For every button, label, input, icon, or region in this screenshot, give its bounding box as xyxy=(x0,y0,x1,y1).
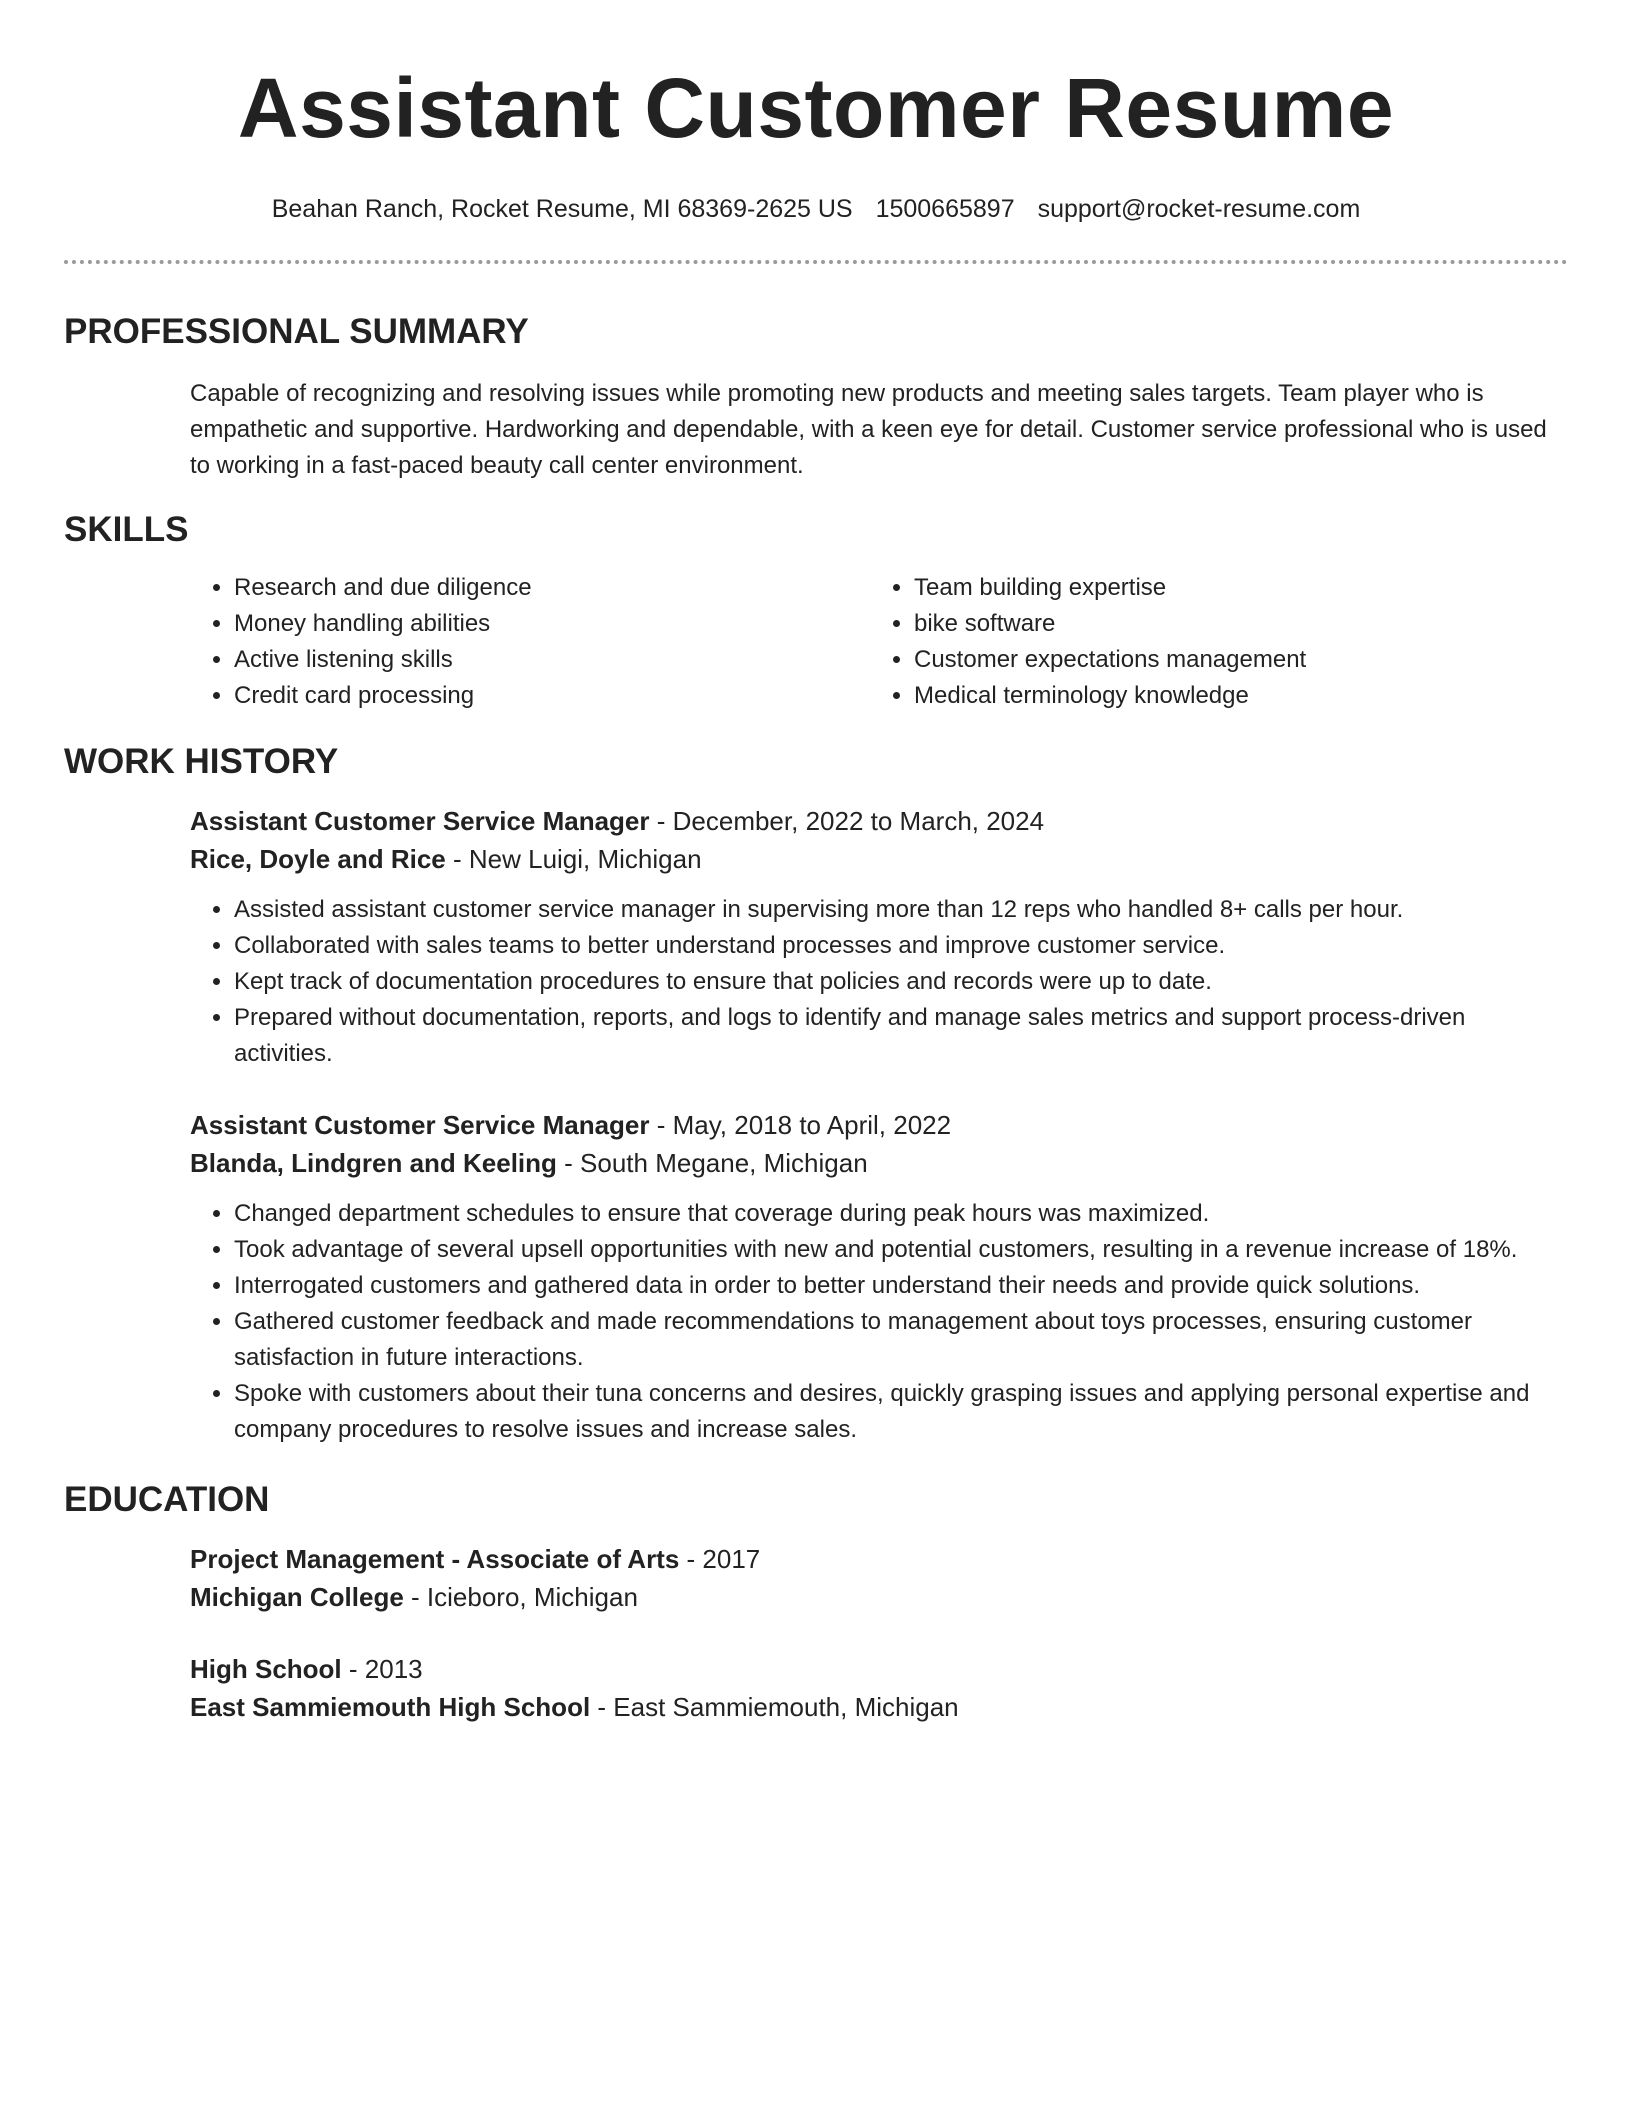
section-title-education: EDUCATION xyxy=(64,1480,270,1519)
job-role-line xyxy=(190,802,1568,840)
skills-list-right xyxy=(870,570,1568,714)
job-company: Rice, Doyle and Rice xyxy=(190,844,446,874)
job-bullets xyxy=(190,1196,1568,1448)
education-entry xyxy=(64,1540,1568,1616)
job-bullet: • Prepared without documentation, reports, and logs to identify and manage sales metrics and support process-driven activities. xyxy=(234,1000,1568,1072)
job-dates: - December, 2022 to March, 2024 xyxy=(649,806,1045,836)
education-section xyxy=(64,1478,1568,1726)
job-entry xyxy=(64,802,1568,1072)
summary-text: Capable of recognizing and resolving issues while promoting new products and meeting sales targets. Team player who is empathetic and supportive. Hardworking and dependable, with a keen eye for detail. Customer service professional who is used to working in a fast-paced beauty call center environment. xyxy=(190,380,1547,479)
header-divider xyxy=(64,260,1568,264)
job-bullets xyxy=(190,892,1568,1072)
skill-item: • bike software xyxy=(914,606,1568,642)
section-title-work: WORK HISTORY xyxy=(64,742,339,781)
resume-title: Assistant Customer Resume xyxy=(237,61,1395,155)
education-school-line xyxy=(190,1688,1568,1726)
job-location: - New Luigi, Michigan xyxy=(445,844,702,874)
contact-email: support@rocket-resume.com xyxy=(1037,195,1361,223)
skill-item: • Medical terminology knowledge xyxy=(914,678,1568,714)
job-bullet: • Assisted assistant customer service manager in supervising more than 12 reps who handled 8+ calls per hour. xyxy=(234,892,1568,928)
job-bullet: • Interrogated customers and gathered data in order to better understand their needs and provide quick solutions. xyxy=(234,1268,1568,1304)
job-bullet: • Gathered customer feedback and made recommendations to management about toys processes, ensuring customer satisfaction in future interactions. xyxy=(234,1304,1568,1376)
education-location: - Icieboro, Michigan xyxy=(403,1582,638,1612)
job-company: Blanda, Lindgren and Keeling xyxy=(190,1148,557,1178)
job-role: Assistant Customer Service Manager xyxy=(190,806,650,836)
education-school: Michigan College xyxy=(190,1582,404,1612)
work-section xyxy=(64,740,1568,1448)
education-year: - 2013 xyxy=(341,1654,423,1684)
skills-list-left xyxy=(190,570,870,714)
skills-grid xyxy=(64,570,1568,714)
job-bullet: • Changed department schedules to ensure that coverage during peak hours was maximized. xyxy=(234,1196,1568,1232)
job-bullet: • Spoke with customers about their tuna concerns and desires, quickly grasping issues and applying personal expertise and company procedures to resolve issues and increase sales. xyxy=(234,1376,1568,1448)
contact-address: Beahan Ranch, Rocket Resume, MI 68369-2625 US xyxy=(271,195,853,223)
section-title-skills: SKILLS xyxy=(64,510,189,549)
skill-item: • Research and due diligence xyxy=(234,570,870,606)
skill-item: • Money handling abilities xyxy=(234,606,870,642)
job-role-line xyxy=(190,1106,1568,1144)
job-bullet: • Collaborated with sales teams to better understand processes and improve customer service. xyxy=(234,928,1568,964)
job-entry xyxy=(64,1106,1568,1448)
education-degree-line xyxy=(190,1650,1568,1688)
skill-item: • Team building expertise xyxy=(914,570,1568,606)
contact-phone: 1500665897 xyxy=(875,195,1015,223)
contact-line xyxy=(64,194,1568,224)
education-degree: Project Management - Associate of Arts xyxy=(190,1544,680,1574)
education-entry xyxy=(64,1650,1568,1726)
job-dates: - May, 2018 to April, 2022 xyxy=(649,1110,952,1140)
section-title-summary: PROFESSIONAL SUMMARY xyxy=(64,312,529,351)
education-year: - 2017 xyxy=(679,1544,761,1574)
job-bullet: • Kept track of documentation procedures to ensure that policies and records were up to date. xyxy=(234,964,1568,1000)
job-location: - South Megane, Michigan xyxy=(556,1148,868,1178)
summary-section xyxy=(64,310,1568,484)
education-degree-line xyxy=(190,1540,1568,1578)
skill-item: • Credit card processing xyxy=(234,678,870,714)
education-school-line xyxy=(190,1578,1568,1616)
skill-item: • Customer expectations management xyxy=(914,642,1568,678)
education-degree: High School xyxy=(190,1654,342,1684)
skills-section xyxy=(64,508,1568,714)
education-school: East Sammiemouth High School xyxy=(190,1692,591,1722)
skill-item: • Active listening skills xyxy=(234,642,870,678)
education-location: - East Sammiemouth, Michigan xyxy=(590,1692,959,1722)
job-company-line xyxy=(190,840,1568,878)
job-bullet: • Took advantage of several upsell opportunities with new and potential customers, resulting in a revenue increase of 18%. xyxy=(234,1232,1568,1268)
job-role: Assistant Customer Service Manager xyxy=(190,1110,650,1140)
job-company-line xyxy=(190,1144,1568,1182)
